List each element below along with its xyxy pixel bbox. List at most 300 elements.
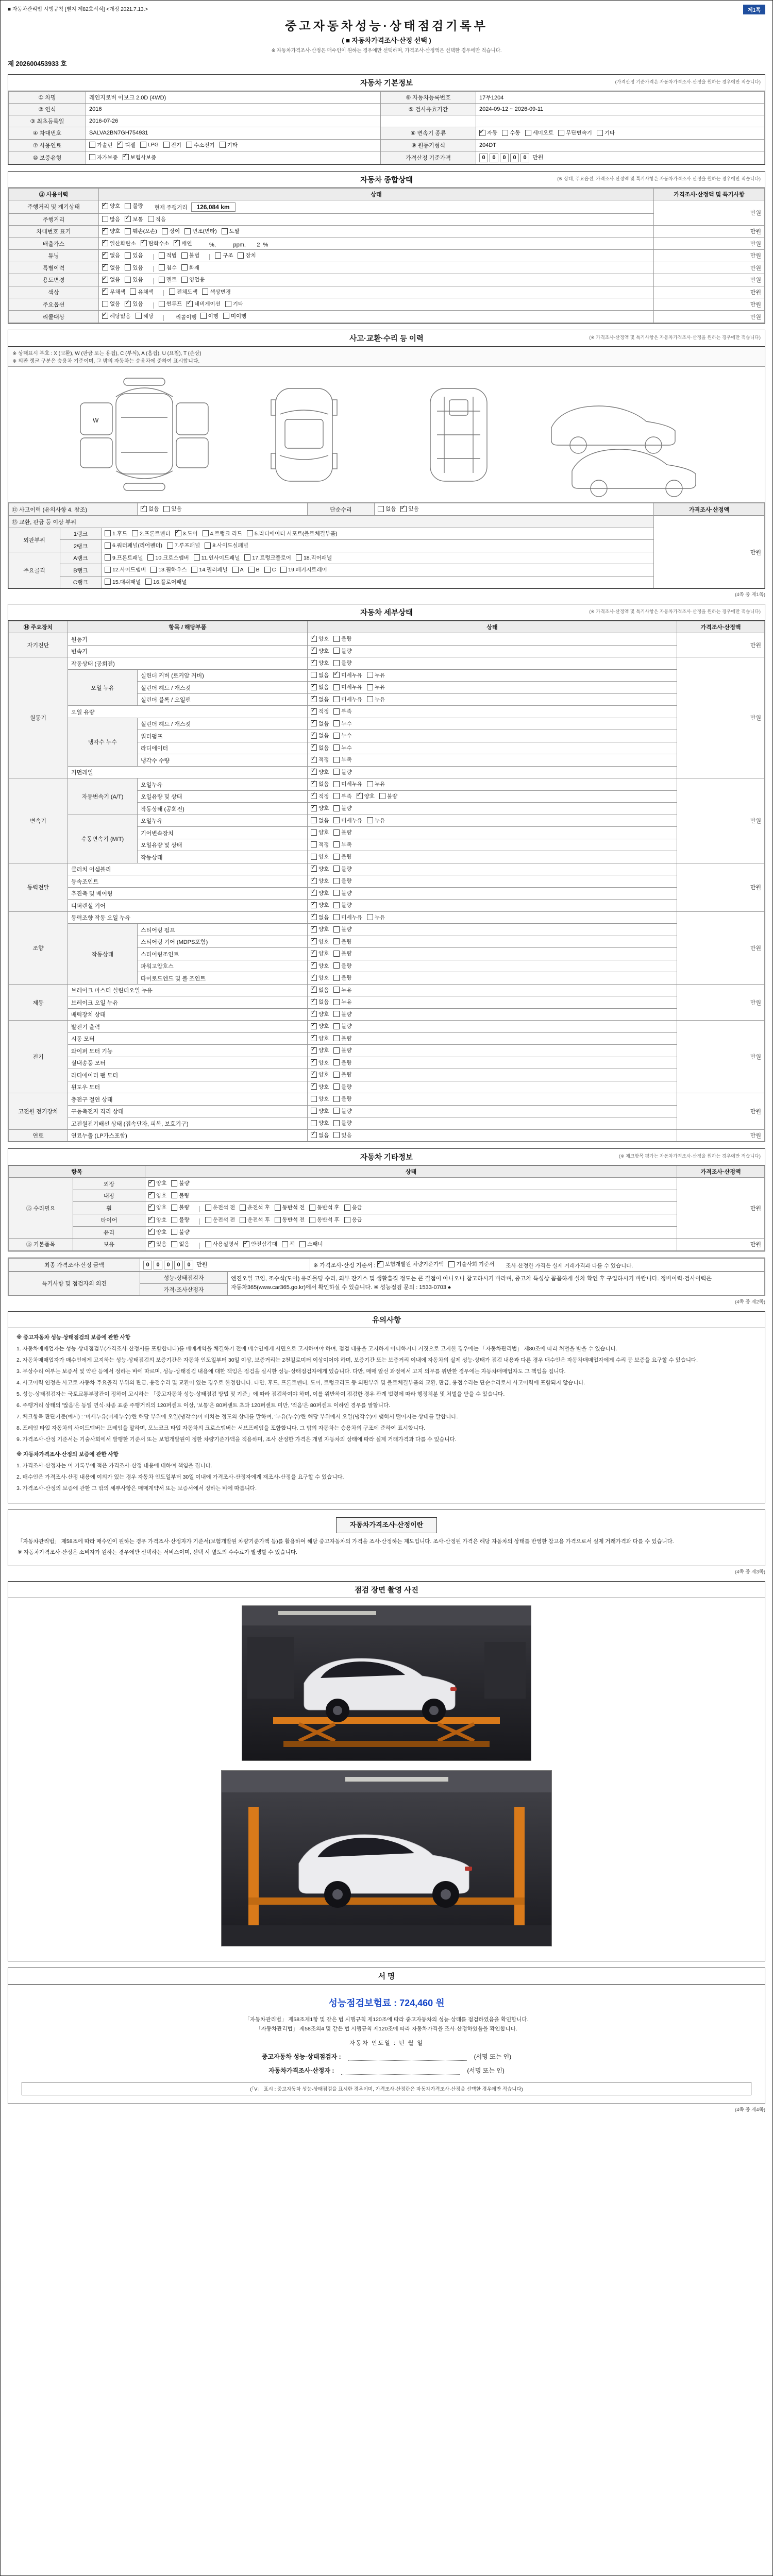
field-label: ⑦ 사용연료 xyxy=(9,139,86,151)
checkbox-불량[interactable] xyxy=(333,950,351,957)
checkbox-양호[interactable] xyxy=(148,1179,166,1187)
checkbox-적정[interactable] xyxy=(311,756,329,764)
checkbox-누유[interactable] xyxy=(333,986,351,994)
checkbox-양호[interactable] xyxy=(311,1035,329,1042)
item-cell: 실린더 헤드 / 개스킷 xyxy=(138,682,308,694)
item-cell: 오일누유 xyxy=(138,778,308,791)
checkbox-불량[interactable] xyxy=(333,938,351,945)
checkbox-미세누유[interactable] xyxy=(333,671,362,679)
checkbox-불량[interactable] xyxy=(333,1119,351,1127)
section-basic-info xyxy=(8,74,765,165)
checkbox-보험개발원 차량기준가액[interactable] xyxy=(377,1260,444,1268)
notice-sub-items xyxy=(16,1462,757,1493)
checkbox-색상변경[interactable] xyxy=(202,288,231,296)
page-badge: 제1쪽 xyxy=(743,5,765,14)
checkbox-양호[interactable] xyxy=(311,768,329,776)
unchecked-box-icon xyxy=(333,841,340,848)
checkbox-불량[interactable] xyxy=(333,1083,351,1091)
checkbox-부족[interactable] xyxy=(333,707,351,715)
checkbox-label: 적정 xyxy=(318,841,329,848)
price-cell: 만원 xyxy=(654,250,765,262)
inspector-signature-label: 중고자동차 성능·상태점검자 : xyxy=(261,2053,341,2061)
checkbox-누유[interactable] xyxy=(367,913,385,921)
checkbox-12.사이드멤버[interactable] xyxy=(105,566,146,573)
checkbox-양호[interactable] xyxy=(311,1107,329,1115)
checkbox-유채색[interactable] xyxy=(130,288,153,296)
checkbox-동반석 후[interactable] xyxy=(309,1216,340,1224)
checkbox-있음[interactable] xyxy=(125,276,143,283)
checked-box-icon xyxy=(148,1180,155,1187)
checkbox-누유[interactable] xyxy=(333,998,351,1006)
checkbox-변조(변타)[interactable] xyxy=(184,227,217,235)
first-registration-value: 2016-07-26 xyxy=(86,115,381,127)
checkbox-누수[interactable] xyxy=(333,732,351,739)
detail-row xyxy=(9,863,765,875)
checkbox-렌트[interactable] xyxy=(159,276,177,283)
checkbox-없음[interactable] xyxy=(102,300,120,308)
checkbox-양호[interactable] xyxy=(311,950,329,957)
checkbox-있음[interactable] xyxy=(125,251,143,259)
checkbox-있음[interactable] xyxy=(400,505,418,513)
checked-box-icon xyxy=(333,672,340,678)
checkbox-보험사보증[interactable] xyxy=(123,154,157,161)
checkbox-양호[interactable] xyxy=(357,792,375,800)
checkbox-label: 썬루프 xyxy=(166,301,182,308)
checkbox-불량[interactable] xyxy=(171,1179,189,1187)
insurance-premium-label: 성능점검보험료 : xyxy=(328,1998,397,2009)
checkbox-label: 기타 xyxy=(227,142,238,148)
unchecked-box-icon xyxy=(223,313,229,319)
checkbox-label: 렌트 xyxy=(166,277,177,283)
checkbox-불량[interactable] xyxy=(333,1059,351,1066)
checkbox-불량[interactable] xyxy=(333,1107,351,1115)
checkbox-양호[interactable] xyxy=(311,889,329,897)
checkbox-적정[interactable] xyxy=(311,792,329,800)
fuel-checks xyxy=(86,139,381,151)
checkbox-기술사회 기준서[interactable] xyxy=(448,1260,494,1268)
checkbox-수소전기[interactable] xyxy=(186,141,215,149)
checkbox-무채색[interactable] xyxy=(102,288,125,296)
checkbox-19.패키지트레이[interactable] xyxy=(280,566,327,573)
unchecked-box-icon xyxy=(525,130,531,136)
checkbox-label: 없음 xyxy=(318,733,329,739)
checkbox-양호[interactable] xyxy=(148,1216,166,1224)
basis-cell xyxy=(310,1258,765,1271)
checkbox-label: 양호 xyxy=(318,962,329,969)
checkbox-label: 불량 xyxy=(341,902,352,909)
checkbox-불량[interactable] xyxy=(333,659,351,667)
row-label: 특별이력 xyxy=(9,262,99,274)
rank2-checks xyxy=(102,540,654,552)
checkbox-불량[interactable] xyxy=(171,1192,189,1199)
checkbox-label: 일산화탄소 xyxy=(110,240,136,247)
checkbox-양호[interactable] xyxy=(102,202,120,210)
checkbox-화재[interactable] xyxy=(181,264,199,272)
checkbox-16.플로어패널[interactable] xyxy=(145,578,187,586)
field-label: ④ 차대번호 xyxy=(9,127,86,140)
unchecked-box-icon xyxy=(333,684,340,690)
checked-box-icon xyxy=(311,878,317,884)
checkbox-없음[interactable] xyxy=(311,998,329,1006)
checkbox-있음[interactable] xyxy=(125,264,143,272)
checkbox-불량[interactable] xyxy=(333,865,351,873)
checkbox-없음[interactable] xyxy=(311,732,329,739)
checkbox-적법[interactable] xyxy=(159,251,177,259)
checkbox-label: 미세누유 xyxy=(341,914,362,921)
checkbox-양호[interactable] xyxy=(148,1204,166,1211)
checkbox-4.트렁크 리드[interactable] xyxy=(203,530,242,537)
checkbox-구조[interactable] xyxy=(215,251,233,259)
detail-row xyxy=(9,924,765,936)
checkbox-운전석 전[interactable] xyxy=(205,1204,236,1211)
checkbox-불량[interactable] xyxy=(333,647,351,655)
checkbox-양호[interactable] xyxy=(311,1022,329,1030)
checkbox-있음[interactable] xyxy=(125,300,143,308)
checkbox-불량[interactable] xyxy=(333,804,351,812)
unchecked-box-icon xyxy=(171,1229,177,1235)
checkbox-기타[interactable] xyxy=(220,141,238,149)
checkbox-3.도어[interactable] xyxy=(175,530,198,537)
checkbox-불량[interactable] xyxy=(333,901,351,909)
item-cell: 기어변속장치 xyxy=(138,827,308,839)
checkbox-양호[interactable] xyxy=(311,925,329,933)
detail-row xyxy=(9,706,765,718)
unchecked-box-icon xyxy=(136,313,142,319)
checkbox-양호[interactable] xyxy=(311,635,329,642)
checkbox-이행[interactable] xyxy=(200,312,219,320)
checkbox-없음[interactable] xyxy=(311,696,329,703)
checkbox-무단변속기[interactable] xyxy=(558,129,592,137)
col-header-use-history: ⑪ 사용이력 xyxy=(9,189,99,200)
checkbox-양호[interactable] xyxy=(311,1095,329,1103)
checkbox-수동[interactable] xyxy=(502,129,520,137)
state-cell xyxy=(308,1093,677,1106)
checkbox-불량[interactable] xyxy=(333,1022,351,1030)
state-cell xyxy=(308,633,677,646)
state-cell xyxy=(308,778,677,791)
unchecked-box-icon xyxy=(344,1217,350,1223)
checkbox-7.루프패널[interactable] xyxy=(167,541,200,549)
checkbox-매연[interactable] xyxy=(174,240,192,247)
checkbox-적정[interactable] xyxy=(311,841,329,849)
checkbox-label: 미세누유 xyxy=(341,684,362,691)
checked-box-icon xyxy=(311,938,317,944)
unchecked-box-icon xyxy=(333,1108,340,1114)
unchecked-box-icon xyxy=(248,567,255,573)
checkbox-운전석 전[interactable] xyxy=(205,1216,236,1224)
checkbox-없음[interactable] xyxy=(311,1131,329,1139)
checkbox-양호[interactable] xyxy=(311,853,329,860)
checkbox-없음[interactable] xyxy=(311,986,329,994)
checkbox-누유[interactable] xyxy=(367,817,385,824)
checkbox-양호[interactable] xyxy=(311,1071,329,1078)
checkbox-있음[interactable] xyxy=(148,1240,166,1248)
checkbox-상이[interactable] xyxy=(162,227,180,235)
checkbox-미세누유[interactable] xyxy=(333,696,362,703)
checkbox-없음[interactable] xyxy=(171,1240,189,1248)
checkbox-침수[interactable] xyxy=(159,264,177,272)
checkbox-부족[interactable] xyxy=(333,841,351,849)
item-cell: 시동 모터 xyxy=(68,1032,308,1045)
checkbox-불량[interactable] xyxy=(333,1071,351,1078)
checkbox-디젤[interactable] xyxy=(117,141,135,149)
checkbox-불량[interactable] xyxy=(333,828,351,836)
checkbox-LPG[interactable] xyxy=(140,142,159,148)
checkbox-2.프론트펜더[interactable] xyxy=(132,530,170,537)
item-label: 타이어 xyxy=(73,1214,145,1227)
checkbox-18.리어패널[interactable] xyxy=(296,554,332,562)
checkbox-양호[interactable] xyxy=(311,1119,329,1127)
sub-group-label: 수동변속기 (M/T) xyxy=(68,815,138,863)
checkbox-label: 13.휠하우스 xyxy=(158,567,187,573)
checkbox-label: 자동 xyxy=(487,130,498,136)
checkbox-label: 누유 xyxy=(374,817,385,824)
checkbox-불량[interactable] xyxy=(333,889,351,897)
checkbox-전기[interactable] xyxy=(163,141,181,149)
checkbox-누수[interactable] xyxy=(333,720,351,727)
checkbox-기타[interactable] xyxy=(225,300,243,308)
item-cell: 냉각수 수량 xyxy=(138,754,308,767)
price-digit-box: 0 xyxy=(479,154,488,162)
checkbox-기타[interactable] xyxy=(597,129,615,137)
checkbox-13.휠하우스[interactable] xyxy=(150,566,187,573)
checkbox-전체도색[interactable] xyxy=(169,288,198,296)
checkbox-label: 19.패키지트레이 xyxy=(288,567,327,573)
checkbox-가솔린[interactable] xyxy=(89,141,112,149)
checkbox-적음[interactable] xyxy=(148,215,166,223)
checkbox-label: 불량 xyxy=(179,1229,190,1235)
checkbox-해당없음[interactable] xyxy=(102,312,131,320)
checkbox-불량[interactable] xyxy=(333,925,351,933)
checkbox-label: 5.라디에이터 서포트(볼트체결부품) xyxy=(254,530,338,537)
checkbox-보통[interactable] xyxy=(125,215,143,223)
checkbox-A[interactable] xyxy=(232,567,244,573)
checkbox-누유[interactable] xyxy=(367,696,385,703)
checked-box-icon xyxy=(311,1011,317,1017)
checkbox-10.크로스멤버[interactable] xyxy=(147,554,189,562)
checkbox-양호[interactable] xyxy=(311,865,329,873)
checkbox-9.프론트패널[interactable] xyxy=(105,554,143,562)
checkbox-있음[interactable] xyxy=(333,1131,351,1139)
appraiser-signature-field[interactable] xyxy=(341,2066,460,2075)
checkbox-label: 없음 xyxy=(318,672,329,679)
checkbox-5.라디에이터 서포트(볼트체결부품)[interactable] xyxy=(247,530,338,537)
checkbox-있음[interactable] xyxy=(163,505,181,513)
checkbox-15.대쉬패널[interactable] xyxy=(105,578,141,586)
checkbox-17.트렁크플로어[interactable] xyxy=(244,554,291,562)
checkbox-불량[interactable] xyxy=(333,974,351,981)
checkbox-양호[interactable] xyxy=(148,1192,166,1199)
checkbox-운전석 후[interactable] xyxy=(240,1204,270,1211)
price-digit-box: 0 xyxy=(164,1261,173,1269)
checked-box-icon xyxy=(311,890,317,896)
checkbox-label: 있음 xyxy=(341,1132,352,1139)
unchecked-box-icon xyxy=(184,228,191,234)
checkbox-불량[interactable] xyxy=(171,1228,189,1236)
checkbox-응급[interactable] xyxy=(344,1204,362,1211)
checkbox-양호[interactable] xyxy=(102,227,120,235)
checkbox-불량[interactable] xyxy=(333,853,351,860)
checkbox-label: 화재 xyxy=(189,264,200,271)
checkbox-양호[interactable] xyxy=(311,1083,329,1091)
checkbox-label: 탄화수소 xyxy=(148,240,170,247)
checkbox-누수[interactable] xyxy=(333,744,351,752)
checkbox-운전석 후[interactable] xyxy=(240,1216,270,1224)
checkbox-양호[interactable] xyxy=(311,828,329,836)
checkbox-스패너[interactable] xyxy=(299,1240,323,1248)
checkbox-없음[interactable] xyxy=(311,817,329,824)
checkbox-11.인사이드패널[interactable] xyxy=(194,554,240,562)
unchecked-box-icon xyxy=(333,805,340,811)
checkbox-불량[interactable] xyxy=(333,768,351,776)
wheel-state-cell xyxy=(145,1202,677,1214)
checkbox-불량[interactable] xyxy=(379,792,397,800)
checkbox-label: 구조 xyxy=(223,252,233,259)
checkbox-양호[interactable] xyxy=(311,962,329,970)
state-cell xyxy=(308,875,677,888)
checkbox-많음[interactable] xyxy=(102,215,120,223)
checkbox-미세누유[interactable] xyxy=(333,683,362,691)
checkbox-없음[interactable] xyxy=(102,251,120,259)
checkbox-label: 있음 xyxy=(132,277,143,283)
checkbox-label: 없음 xyxy=(110,252,121,259)
checkbox-사용설명서[interactable] xyxy=(205,1240,239,1248)
checkbox-불량[interactable] xyxy=(171,1216,189,1224)
unchecked-box-icon xyxy=(125,277,131,283)
price-cell: 만원 xyxy=(654,298,765,311)
unchecked-box-icon xyxy=(186,142,192,148)
checkbox-B[interactable] xyxy=(248,567,260,573)
checkbox-동반석 전[interactable] xyxy=(275,1204,305,1211)
checkbox-불량[interactable] xyxy=(333,1046,351,1054)
checkbox-label: 양호 xyxy=(318,854,329,860)
item-cell: 브레이크 마스터 실린더오일 누유 xyxy=(68,984,308,996)
checkbox-label: 양호 xyxy=(318,1059,329,1066)
checkbox-양호[interactable] xyxy=(311,901,329,909)
checkbox-불법[interactable] xyxy=(181,251,199,259)
checkbox-동반석 후[interactable] xyxy=(309,1204,340,1211)
checkbox-미세누유[interactable] xyxy=(333,780,362,788)
unchecked-box-icon xyxy=(379,793,385,799)
checkbox-양호[interactable] xyxy=(311,804,329,812)
checkbox-없음[interactable] xyxy=(311,683,329,691)
inspection-validity-value: 2024-09-12 ~ 2026-09-11 xyxy=(476,104,765,115)
checkbox-14.필러패널[interactable] xyxy=(191,566,227,573)
inspector-signature-field[interactable] xyxy=(348,2052,467,2061)
taillight xyxy=(450,1687,457,1691)
checkbox-안전삼각대[interactable] xyxy=(243,1240,277,1248)
checkbox-양호[interactable] xyxy=(311,647,329,655)
checkbox-자동[interactable] xyxy=(479,129,497,137)
checkbox-잭[interactable] xyxy=(282,1240,295,1248)
checkbox-없음[interactable] xyxy=(311,744,329,752)
checkbox-불량[interactable] xyxy=(333,1035,351,1042)
checkbox-label: 색상변경 xyxy=(210,289,231,295)
unchecked-box-icon xyxy=(502,130,508,136)
checkbox-일산화탄소[interactable] xyxy=(102,240,136,247)
checkbox-양호[interactable] xyxy=(311,659,329,667)
unchecked-box-icon xyxy=(333,1011,340,1017)
checkbox-썬루프[interactable] xyxy=(159,300,182,308)
checkbox-없음[interactable] xyxy=(102,276,120,283)
unchecked-box-icon xyxy=(264,567,271,573)
section-title: 점검 장면 촬영 사진 xyxy=(354,1586,419,1595)
checkbox-없음[interactable] xyxy=(311,780,329,788)
checkbox-label: 양호 xyxy=(318,926,329,933)
checkbox-불량[interactable] xyxy=(333,962,351,970)
checkbox-부족[interactable] xyxy=(333,792,351,800)
item-cell: 등속조인트 xyxy=(68,875,308,888)
exchange-area-label: ⑬ 교환, 판금 등 이상 부위 xyxy=(9,516,654,528)
checkbox-자가보증[interactable] xyxy=(89,154,118,161)
checkbox-탄화수소[interactable] xyxy=(141,240,170,247)
checkbox-응급[interactable] xyxy=(344,1216,362,1224)
checkbox-네비게이션[interactable] xyxy=(187,300,221,308)
checkbox-도말[interactable] xyxy=(222,227,240,235)
document-subtitle-note: ※ 자동차가격조사·산정은 매수인이 원하는 경우에만 선택하며, 가격조사·산정액은 선택한 경우에만 적습니다. xyxy=(271,48,502,54)
basic-items-sub-label: 보유 xyxy=(73,1239,145,1251)
checkbox-label: 장치 xyxy=(245,252,256,259)
checkbox-영업용[interactable] xyxy=(181,276,205,283)
checkbox-해당[interactable] xyxy=(136,312,154,320)
checkbox-양호[interactable] xyxy=(311,1010,329,1018)
checkbox-누유[interactable] xyxy=(367,780,385,788)
checkbox-훼손(오손)[interactable] xyxy=(125,227,157,235)
checkbox-없음[interactable] xyxy=(378,505,396,513)
simple-repair-label: 단순수리 xyxy=(308,503,375,516)
checkbox-불량[interactable] xyxy=(333,1095,351,1103)
checkbox-label: 미이행 xyxy=(230,313,247,319)
checkbox-양호[interactable] xyxy=(311,877,329,885)
checkbox-8.사이드실패널[interactable] xyxy=(205,541,248,549)
checkbox-양호[interactable] xyxy=(311,938,329,945)
checkbox-누유[interactable] xyxy=(367,671,385,679)
checkbox-미이행[interactable] xyxy=(223,312,246,320)
checkbox-동반석 전[interactable] xyxy=(275,1216,305,1224)
unchecked-box-icon xyxy=(309,1205,315,1211)
checkbox-없음[interactable] xyxy=(102,264,120,272)
detail-row xyxy=(9,657,765,670)
checkbox-불량[interactable] xyxy=(333,1010,351,1018)
checkbox-불량[interactable] xyxy=(171,1204,189,1211)
checkbox-세미오토[interactable] xyxy=(525,129,554,137)
checkbox-없음[interactable] xyxy=(141,505,159,513)
checkbox-불량[interactable] xyxy=(125,202,143,210)
checkbox-미세누유[interactable] xyxy=(333,817,362,824)
checkbox-C[interactable] xyxy=(264,567,276,573)
checkbox-1.후드[interactable] xyxy=(105,530,127,537)
checkbox-불량[interactable] xyxy=(333,635,351,642)
checkbox-없음[interactable] xyxy=(311,720,329,727)
checkbox-적정[interactable] xyxy=(311,707,329,715)
checkbox-양호[interactable] xyxy=(148,1228,166,1236)
checkbox-label: 15.대쉬패널 xyxy=(112,579,141,585)
checkbox-6.쿼터패널(리어펜더)[interactable] xyxy=(105,541,162,549)
checkbox-부족[interactable] xyxy=(333,756,351,764)
checkbox-장치[interactable] xyxy=(238,251,256,259)
item-cell: 작동상태 xyxy=(138,851,308,863)
checkbox-양호[interactable] xyxy=(311,1046,329,1054)
checkbox-양호[interactable] xyxy=(311,1059,329,1066)
checkbox-누유[interactable] xyxy=(367,683,385,691)
checkbox-불량[interactable] xyxy=(333,877,351,885)
checkbox-없음[interactable] xyxy=(311,913,329,921)
checkbox-양호[interactable] xyxy=(311,974,329,981)
tire-state-cell xyxy=(145,1214,677,1227)
checkbox-미세누유[interactable] xyxy=(333,913,362,921)
unchecked-box-icon xyxy=(130,289,136,295)
checkbox-없음[interactable] xyxy=(311,671,329,679)
